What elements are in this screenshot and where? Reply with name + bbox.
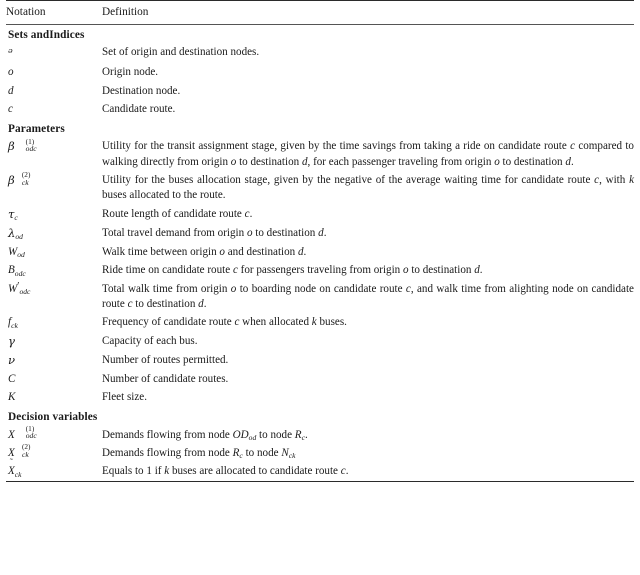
variable-d: d	[318, 226, 324, 239]
notation-symbol-b-odc	[6, 262, 102, 280]
definition-text: Destination node.	[102, 84, 181, 97]
script-stack	[15, 424, 37, 443]
column-header-definition: Definition	[102, 6, 149, 18]
definition-text	[102, 463, 634, 482]
variable-c: c	[127, 297, 133, 310]
notation-symbol-o	[6, 64, 102, 82]
accented-variable-X	[8, 457, 15, 479]
definition-fragment: , with	[599, 173, 630, 186]
definition-text	[102, 444, 634, 462]
section-title: Sets andIndices	[8, 29, 85, 41]
notation-symbol-w-od	[6, 243, 102, 261]
definition-fragment: buses.	[316, 316, 347, 329]
table-row	[6, 205, 634, 224]
definition-fragment: to node	[256, 428, 295, 441]
variable-N: N	[281, 446, 289, 459]
notation-symbol-nu	[6, 351, 102, 370]
notation-symbol-gamma	[6, 332, 102, 351]
notation-symbol-k-capital	[6, 389, 102, 407]
subscript-c: c	[14, 213, 18, 222]
prime-mark: ′	[17, 280, 20, 292]
definition-fragment: to destination	[252, 226, 319, 239]
subscript-ck: ck	[14, 469, 22, 479]
table-row	[6, 314, 634, 332]
definition-fragment: Total travel demand from origin	[102, 226, 247, 239]
table-row	[6, 332, 634, 351]
notation-symbol-x-2-ck	[6, 444, 102, 462]
subscript-odc: odc	[14, 268, 26, 278]
table-row	[6, 224, 634, 243]
definition-fragment: Ride time on candidate route	[102, 264, 233, 277]
definition-fragment: compared to walking directly from origin	[102, 140, 634, 168]
tilde-accent: ˜	[9, 457, 13, 468]
variable-o: o	[8, 66, 14, 79]
definition-fragment: buses allocated to the route.	[102, 189, 226, 202]
greek-nu: ν	[8, 352, 16, 367]
table-row	[6, 426, 634, 444]
definition-fragment: Equals to 1 if	[102, 465, 165, 478]
definition-fragment: Frequency of candidate route	[102, 316, 235, 329]
definition-fragment: .	[303, 245, 307, 258]
script-stack	[15, 136, 37, 155]
table-body	[6, 24, 634, 482]
definition-text: Capacity of each bus.	[102, 334, 198, 347]
column-header-notation: Notation	[6, 6, 46, 18]
notation-symbol-x-bar-ck	[6, 457, 102, 482]
variable-o: o	[230, 155, 237, 168]
variable-C: C	[8, 372, 16, 385]
variable-c: c	[340, 465, 346, 478]
definition-fragment: to destination	[499, 155, 566, 168]
definition-text: Candidate route.	[102, 103, 176, 115]
bottom-rule-cell	[6, 482, 634, 483]
subscript-ck: ck	[288, 451, 296, 461]
definition-text: Fleet size.	[102, 391, 147, 404]
variable-OD: OD	[232, 428, 249, 441]
definition-fragment: to destination	[408, 264, 475, 277]
superscript-2: (2)	[21, 442, 31, 452]
superscript-2: (2)	[21, 170, 31, 180]
definition-fragment: to node	[242, 446, 282, 459]
notation-symbol-x-1-odc	[6, 426, 102, 444]
definition-fragment: to destination	[132, 297, 199, 310]
definition-fragment: Demands flowing from node	[102, 428, 233, 441]
definition-text	[102, 426, 634, 444]
variable-d: d	[565, 155, 571, 168]
definition-fragment: .	[249, 207, 253, 220]
variable-R: R	[294, 428, 302, 441]
definition-text	[102, 171, 634, 205]
table-row	[6, 64, 634, 82]
definition-fragment: for passengers traveling from origin	[237, 264, 404, 277]
definition-text	[102, 262, 634, 280]
table-row	[6, 243, 634, 261]
definition-text	[102, 205, 634, 224]
subscript-ck: ck	[11, 320, 18, 330]
greek-beta: β	[8, 139, 15, 154]
greek-lambda: λ	[8, 225, 16, 240]
table-row	[6, 82, 634, 100]
table-header	[6, 1, 634, 25]
variable-c: c	[570, 140, 576, 153]
table-row	[6, 370, 634, 388]
variable-X: X	[8, 465, 15, 478]
table-row	[6, 138, 634, 172]
subscript-odc: odc	[19, 287, 31, 297]
table-row	[6, 262, 634, 280]
variable-o: o	[494, 155, 500, 168]
variable-X: X	[8, 446, 15, 459]
definition-text: Number of candidate routes.	[102, 372, 229, 385]
definition-fragment: Demands flowing from node	[102, 446, 233, 459]
subscript-ck: ck	[21, 449, 29, 459]
variable-o: o	[246, 226, 253, 239]
definition-fragment: , and walk time from alighting node on candidate route	[102, 282, 634, 310]
notation-symbol-tau-c	[6, 205, 102, 224]
definition-fragment: Utility for the buses allocation stage, given by the negative of the average waiting time for candidate route	[102, 173, 595, 186]
variable-R: R	[232, 446, 240, 459]
subscript-od: od	[17, 250, 25, 260]
definition-text	[102, 138, 634, 172]
variable-o: o	[219, 245, 225, 258]
table-row	[6, 444, 634, 462]
variable-W: W	[8, 245, 18, 258]
table-row	[6, 351, 634, 370]
notation-symbol-beta-1-odc	[6, 138, 102, 172]
definition-fragment: buses are allocated to candidate route	[169, 465, 341, 478]
notation-symbol-w-prime-odc	[6, 280, 102, 314]
definition-fragment: .	[203, 297, 207, 310]
variable-d: d	[474, 264, 480, 277]
definition-text	[102, 280, 634, 314]
definition-fragment: , for each passenger traveling from origin	[307, 155, 495, 168]
definition-fragment: when allocated	[239, 316, 312, 329]
table-bottom-rule	[6, 482, 634, 483]
definition-text: Set of origin and destination nodes.	[102, 46, 260, 59]
variable-K: K	[8, 391, 16, 404]
greek-gamma: γ	[8, 333, 15, 348]
definition-text: Number of routes permitted.	[102, 353, 229, 366]
definition-fragment: Walk time between origin	[102, 245, 220, 258]
variable-c: c	[232, 264, 238, 277]
subscript-c: c	[301, 433, 305, 443]
notation-definition-table	[6, 0, 634, 482]
variable-d: d	[297, 245, 304, 258]
variable-k: k	[629, 173, 634, 186]
variable-c: c	[594, 173, 600, 186]
variable-X: X	[8, 428, 15, 441]
definition-text	[102, 243, 634, 261]
variable-c: c	[8, 103, 13, 115]
script-stack	[15, 170, 31, 189]
section-title: Parameters	[8, 123, 65, 136]
superscript-1: (1)	[25, 424, 35, 434]
definition-fragment: Route length of candidate route	[102, 207, 245, 220]
definition-text	[102, 224, 634, 243]
variable-d: d	[8, 84, 14, 97]
subscript-ck: ck	[21, 177, 29, 187]
definition-fragment: .	[570, 155, 574, 168]
greek-beta: β	[8, 172, 15, 187]
table-row	[6, 463, 634, 482]
table-row	[6, 44, 634, 64]
definition-fragment: .	[304, 428, 308, 441]
variable-B: B	[8, 264, 15, 277]
notation-symbol-script-n	[6, 44, 102, 64]
definition-fragment: .	[323, 226, 327, 239]
definition-fragment: and destination	[224, 245, 298, 258]
section-header-sets-and-indices	[6, 24, 634, 44]
subscript-c: c	[239, 451, 243, 461]
definition-fragment: .	[345, 465, 349, 478]
section-title: Decision variables	[8, 411, 98, 424]
variable-f: f	[8, 316, 12, 329]
variable-c: c	[244, 207, 250, 220]
variable-c: c	[405, 282, 411, 295]
variable-d: d	[198, 297, 204, 310]
variable-W: W	[8, 282, 18, 295]
table-row	[6, 389, 634, 407]
definition-fragment: to boarding node on candidate route	[236, 282, 406, 295]
subscript-odc: odc	[25, 431, 37, 441]
greek-tau: τ	[8, 206, 15, 221]
section-header-parameters	[6, 119, 634, 138]
notation-symbol-beta-2-ck	[6, 171, 102, 205]
table-row	[6, 171, 634, 205]
script-n-glyph: ᵊ	[8, 45, 13, 61]
notation-symbol-c	[6, 100, 102, 118]
definition-text	[102, 314, 634, 332]
variable-d: d	[301, 155, 308, 168]
subscript-od: od	[248, 433, 257, 443]
definition-fragment: to destination	[236, 155, 302, 168]
script-stack	[15, 442, 31, 461]
table-header-row	[6, 1, 634, 25]
variable-c: c	[234, 316, 240, 329]
variable-k: k	[164, 465, 170, 478]
table-row	[6, 100, 634, 118]
definition-fragment: Total walk time from origin	[102, 282, 231, 295]
notation-symbol-f-ck	[6, 314, 102, 332]
superscript-1: (1)	[25, 136, 35, 146]
table-row	[6, 280, 634, 314]
definition-fragment: .	[479, 264, 483, 277]
variable-o: o	[403, 264, 409, 277]
definition-fragment: Utility for the transit assignment stage, given by the time savings from taking a ride on candidate route	[102, 140, 571, 153]
subscript-od: od	[15, 232, 23, 242]
section-header-decision-variables	[6, 407, 634, 426]
subscript-odc: odc	[25, 144, 37, 154]
definition-text: Origin node.	[102, 66, 159, 79]
notation-symbol-c-capital	[6, 370, 102, 388]
variable-k: k	[311, 316, 317, 329]
notation-symbol-lambda-od	[6, 224, 102, 243]
variable-o: o	[230, 282, 237, 295]
notation-symbol-d	[6, 82, 102, 100]
